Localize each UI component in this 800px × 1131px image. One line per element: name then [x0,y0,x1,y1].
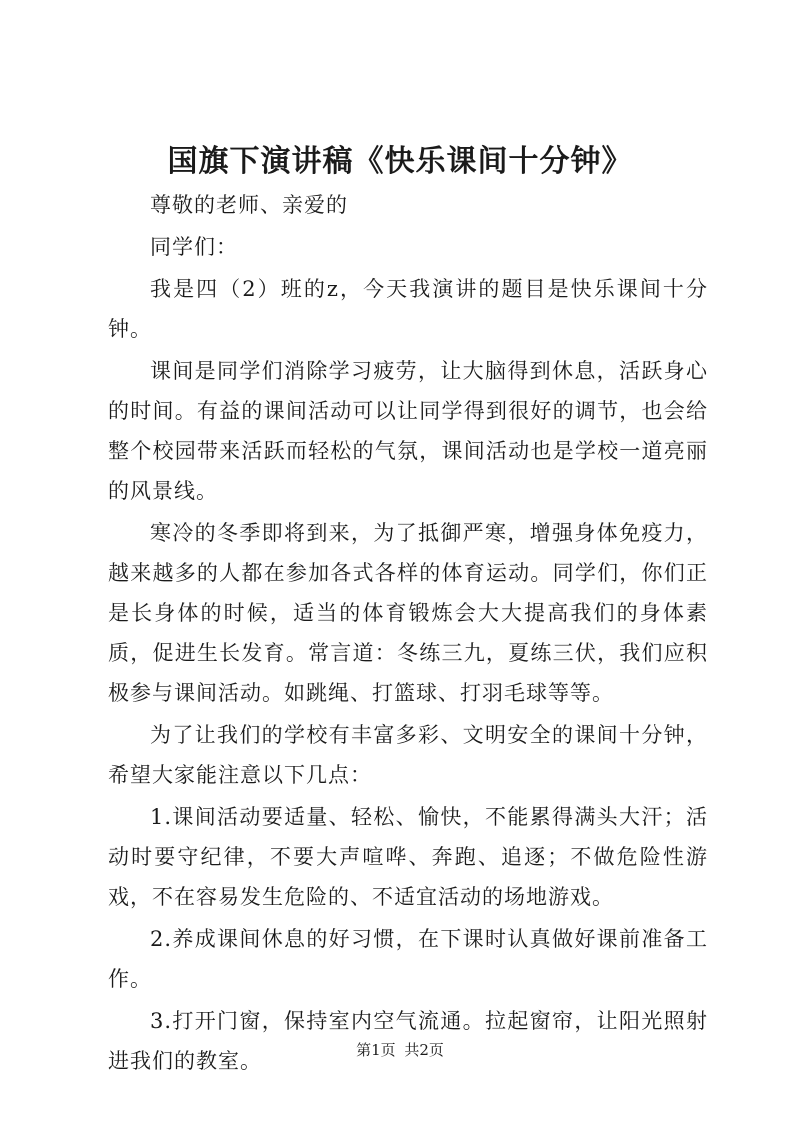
document-title: 国旗下演讲稿《快乐课间十分钟》 [167,144,633,179]
page-footer: 第1页 共2页 [356,1041,444,1059]
paragraph-hope: 为了让我们的学校有丰富多彩、文明安全的课间十分钟，希望大家能注意以下几点： [108,723,708,787]
paragraph-greeting-1: 尊敬的老师、亲爱的 [150,193,348,217]
paragraph-intro: 我是四（2）班的z，今天我演讲的题目是快乐课间十分钟。 [108,277,708,341]
paragraph-point-3: 3.打开门窗，保持室内空气流通。拉起窗帘，让阳光照射进我们的教室。 [108,1009,708,1073]
paragraph-winter: 寒冷的冬季即将到来，为了抵御严寒，增强身体免疫力，越来越多的人都在参加各式各样的体育运动。同学们，你们正是长身体的时候，适当的体育锻炼会大大提高我们的身体素质，促进生长发育。常言道：冬练三九，夏练三伏，我们应积极参与课间活动。如跳绳、打篮球、打羽毛球等等。 [108,521,708,705]
paragraph-recess: 课间是同学们消除学习疲劳，让大脑得到休息，活跃身心的时间。有益的课间活动可以让同学得到很好的调节，也会给整个校园带来活跃而轻松的气氛，课间活动也是学校一道亮丽的风景线。 [108,359,708,503]
paragraph-point-2: 2.养成课间休息的好习惯，在下课时认真做好课前准备工作。 [108,927,708,991]
paragraph-greeting-2: 同学们： [150,235,238,259]
document-body [108,185,708,1083]
paragraph-point-1: 1.课间活动要适量、轻松、愉快，不能累得满头大汗；活动时要守纪律，不要大声喧哗、奔跑、追逐；不做危险性游戏，不在容易发生危险的、不适宜活动的场地游戏。 [108,805,708,909]
